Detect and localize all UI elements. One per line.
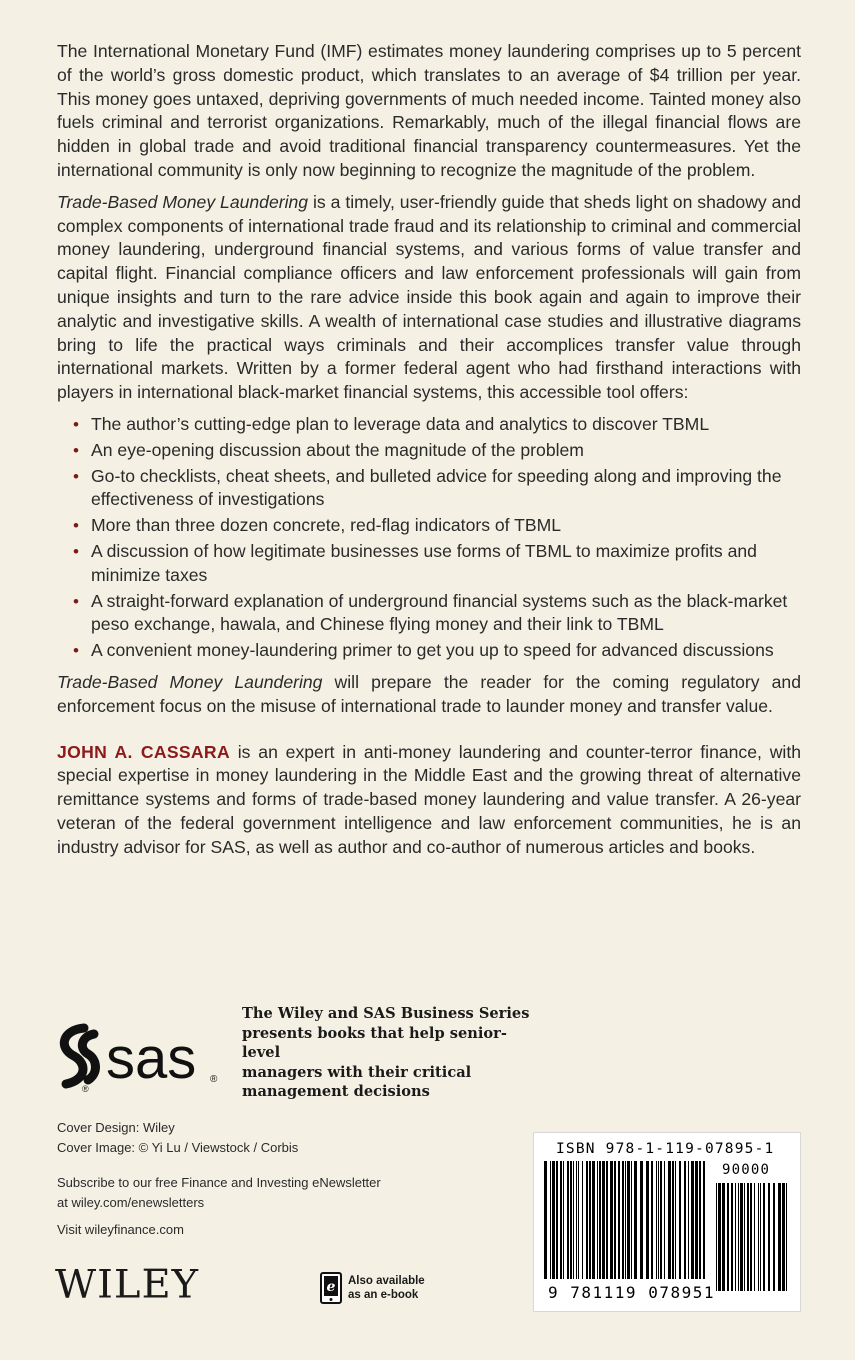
book-title: Trade-Based Money Laundering <box>57 671 323 692</box>
barcode-bar <box>563 1161 564 1279</box>
barcode-bar <box>640 1161 643 1279</box>
feature-list <box>57 413 801 663</box>
author-bio <box>57 741 801 860</box>
series-line: The Wiley and SAS Business Series <box>242 1005 530 1022</box>
barcode-bar <box>740 1183 743 1291</box>
barcode-bar <box>660 1161 662 1279</box>
sas-logo <box>54 1022 224 1092</box>
barcode-bar <box>731 1183 733 1291</box>
closing-text: will prepare the reader for the coming regulatory and enforcement focus on the misuse of international trade to launder money and transfer value. <box>57 671 801 716</box>
barcode-bar <box>672 1161 674 1279</box>
book-title: Trade-Based Money Laundering <box>57 191 309 212</box>
series-line: presents books that help senior-level <box>242 1024 507 1061</box>
price-code: 90000 <box>722 1162 771 1178</box>
ebook-icon <box>320 1272 342 1304</box>
barcode-bar <box>573 1161 574 1279</box>
barcode-bar <box>586 1161 588 1279</box>
description-text: is a timely, user-friendly guide that sheds light on shadowy and complex components of international trade fraud and its relationship to criminal and commercial money laundering, underground financial systems, and various forms of value transfer and capital flight. Financial compliance officers and law enforcement professionals will gain from unique insights and turn to the rare advice inside this book again and again to improve their analytic and investigative skills. A wealth of international case studies and illustrative diagrams bring to life the practical ways criminals and their accomplices transfer value through international markets. Written by a former federal agent who had firsthand interactions with players in international black-market financial systems, this accessible tool offers: <box>57 191 801 403</box>
back-cover-text <box>57 40 801 868</box>
barcode-bar <box>699 1161 701 1279</box>
barcode-bar <box>675 1161 676 1279</box>
list-item: • An eye-opening discussion about the magnitude of the problem <box>57 439 801 463</box>
barcode-main <box>542 1161 708 1291</box>
barcode-bar <box>651 1161 653 1279</box>
list-item: • The author’s cutting-edge plan to leverage data and analytics to discover TBML <box>57 413 801 437</box>
barcode-bar <box>578 1161 579 1279</box>
wiley-logo: WILEY <box>55 1262 200 1308</box>
series-line: management decisions <box>242 1083 430 1100</box>
barcode-bar <box>602 1161 605 1279</box>
barcode-bar <box>768 1183 770 1291</box>
barcode-box <box>533 1132 801 1312</box>
barcode-bar <box>567 1161 569 1279</box>
barcode-bar <box>738 1183 739 1291</box>
svg-text:®: ® <box>82 1084 89 1092</box>
barcode-bar <box>722 1183 725 1291</box>
barcode-bar <box>744 1183 745 1291</box>
svg-text:e: e <box>326 1279 336 1295</box>
intro-paragraph: The International Monetary Fund (IMF) estimates money laundering comprises up to 5 percent of the world’s gross domestic product, which translates to an average of $4 trillion per year. This money goes untaxed, depriving governments of much needed income. Tainted money also fuels criminal and terrorist organizations. Remarkably, much of the illegal financial flows are hidden in global trade and avoid traditional financial transparency countermeasures. Yet the international community is only now beginning to recognize the magnitude of the problem. <box>57 41 801 180</box>
barcode-bar <box>668 1161 671 1279</box>
list-item: • A convenient money-laundering primer to get you up to speed for advanced discussions <box>57 639 801 663</box>
barcode-bar <box>631 1161 632 1279</box>
ebook-notice <box>320 1272 425 1304</box>
barcode-bar <box>606 1161 608 1279</box>
list-item: • A straight-forward explanation of underground financial systems such as the black-market peso exchange, hawala, and Chinese flying money and their link to TBML <box>57 590 801 638</box>
barcode-bar <box>718 1183 721 1291</box>
barcode-digits: 9 781119 078951 <box>548 1283 715 1302</box>
description-paragraph <box>57 191 801 405</box>
series-description <box>242 1004 542 1102</box>
barcode-bar <box>582 1161 583 1279</box>
barcode-bar <box>560 1161 562 1279</box>
barcode-bar <box>695 1161 698 1279</box>
barcode-bar <box>544 1161 547 1279</box>
barcode-bar <box>592 1161 595 1279</box>
barcode-bar <box>625 1161 626 1279</box>
website-link[interactable]: Visit wileyfinance.com <box>57 1222 184 1237</box>
closing-paragraph <box>57 671 801 719</box>
barcode-bar <box>597 1161 598 1279</box>
barcode-bar <box>589 1161 591 1279</box>
barcode-bar <box>634 1161 637 1279</box>
barcode-bar <box>688 1161 689 1279</box>
barcode-bar <box>679 1161 681 1279</box>
barcode-bar <box>735 1183 736 1291</box>
ebook-line: as an e-book <box>348 1289 419 1301</box>
barcode-bar <box>599 1161 601 1279</box>
cover-image-credit: Cover Image: © Yi Lu / Viewstock / Corbis <box>57 1139 299 1155</box>
barcode-bar <box>552 1161 555 1279</box>
barcode-bar <box>760 1183 761 1291</box>
list-item: • More than three dozen concrete, red-flag indicators of TBML <box>57 514 801 538</box>
barcode-bar <box>646 1161 649 1279</box>
barcode-bar <box>622 1161 624 1279</box>
barcode-bar <box>610 1161 613 1279</box>
barcode-addon <box>714 1183 792 1291</box>
newsletter-line: Subscribe to our free Finance and Investing eNewsletter <box>57 1175 381 1190</box>
barcode-bar <box>550 1161 551 1279</box>
list-item: • A discussion of how legitimate businesses use forms of TBML to maximize profits and minimize taxes <box>57 540 801 588</box>
barcode-bar <box>691 1161 694 1279</box>
barcode-bar <box>703 1161 705 1279</box>
barcode-bar <box>656 1161 657 1279</box>
barcode-bar <box>727 1183 729 1291</box>
barcode-bar <box>618 1161 620 1279</box>
list-item: • Go-to checklists, cheat sheets, and bulleted advice for speeding along and improving the effectiveness of investigations <box>57 465 801 513</box>
barcode-bar <box>716 1183 717 1291</box>
ebook-line: Also available <box>348 1275 425 1287</box>
sas-logo-text: sas <box>106 1026 197 1091</box>
barcode-bar <box>664 1161 665 1279</box>
barcode-bar <box>750 1183 752 1291</box>
barcode-bar <box>758 1183 759 1291</box>
barcode-bar <box>754 1183 755 1291</box>
barcode-bar <box>614 1161 616 1279</box>
barcode-bar <box>778 1183 781 1291</box>
isbn-text: ISBN 978-1-119-07895-1 <box>556 1141 775 1157</box>
barcode-bar <box>782 1183 785 1291</box>
barcode-bar <box>773 1183 775 1291</box>
barcode-bar <box>684 1161 686 1279</box>
newsletter-link[interactable]: at wiley.com/enewsletters <box>57 1194 205 1210</box>
cover-design-credit: Cover Design: Wiley <box>57 1120 175 1135</box>
barcode-bar <box>627 1161 630 1279</box>
barcode-bar <box>658 1161 659 1279</box>
author-name: JOHN A. CASSARA <box>57 741 230 762</box>
barcode-bar <box>570 1161 572 1279</box>
barcode-bar <box>786 1183 787 1291</box>
barcode-bar <box>556 1161 558 1279</box>
svg-text:®: ® <box>210 1074 218 1085</box>
barcode-bar <box>576 1161 577 1279</box>
series-line: managers with their critical <box>242 1063 472 1081</box>
credits <box>57 1118 381 1240</box>
author-bio-text: is an expert in anti-money laundering and counter-terror finance, with special expertise in money laundering in the Middle East and the growing threat of alternative remittance systems and forms of trade-based money laundering and value transfer. A 26-year veteran of the federal government intelligence and law enforcement communities, he is an industry advisor for SAS, as well as author and co-author of numerous articles and books. <box>57 741 801 857</box>
barcode-bar <box>763 1183 765 1291</box>
barcode-bar <box>747 1183 749 1291</box>
